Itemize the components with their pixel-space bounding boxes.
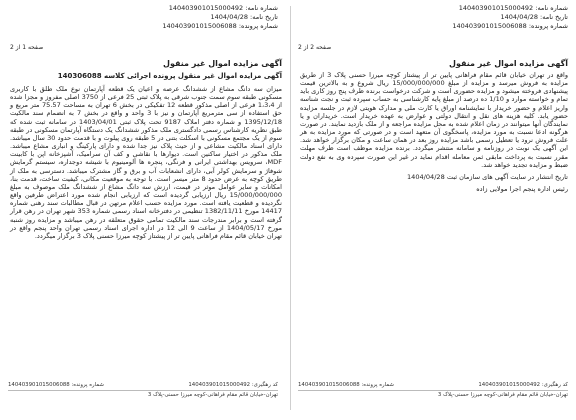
case-number: شماره پرونده: 140403901015006088 xyxy=(162,22,278,30)
signatory: رئیس اداره پنجم اجرا مولایی زاده xyxy=(476,185,568,194)
publication-date: تاریخ انتشار در سایت آگهی های سازمان ثبت 1404/04/28 xyxy=(407,172,568,181)
notice-body: واقع در تهران خیابان قائم مقام فراهانی پایین تر از پیشتاز کوچه میرزا حسنی پلاک 3 از طریق مزایده به فروش میرسد و مزایده از مبلغ 15/000/000/000 ریال شروع و به بالاترین قیمت پیشنهادی فروخته میشود و مزایده حضوری است و شرکت درخواست برنده ظرف پنج روز کاری باید تمام و خواسته موارد و 1/10 ده درصد از مبلغ پایه کارشناسی به حساب سپرده ثبت و نجت شناسه واریز اعلام و حضور خریدار با نمایشنامه اوراق یا کارت ملی و مدارک هویتی لازم در جلسه مزایده حضور یابد. کلیه هزینه های نقل و انتقال دولتی و عوارض به عهده خریدار است. خریداران و یا نمایندگان آنها میتوانند در زمان اعلام شده به محل مزایده مراجعه و از ملک بازدید نمایند. در صورت هرگونه ادعا نسبت به مورد مزایده، پاسخگوی آن متعهد است و در صورتی که مورد مزایده به هر علت فروش نرود یا تعطیل رسمی باشد مزایده روز بعد در همان ساعت و مکان برگزار خواهد شد. این آگهی یک نوبت در روزنامه و سامانه منتشر میگردد. برنده مزایده موظف است ظرف مهلت مقرر نسبت به پرداخت مابقی ثمن معامله اقدام نماید در غیر این صورت سپرده وی به نفع دولت ضبط و مزایده تجدید خواهد شد. xyxy=(300,71,569,169)
letter-date: تاریخ نامه: 1404/04/28 xyxy=(210,13,278,21)
notice-title: آگهی مزایده اموال غیر منقول xyxy=(449,59,568,68)
notice-column-page-2 xyxy=(300,58,568,193)
tracking-code: کد رهگیری: 140403901015000492 xyxy=(478,382,568,388)
page-footer-right xyxy=(298,382,568,399)
column-divider xyxy=(290,6,291,410)
office-address: تهران-خیابان قائم مقام فراهانی-کوچه میرزا حسنی-پلاک 3 xyxy=(298,390,568,399)
letter-number: شماره نامه: 140403901015000492 xyxy=(168,4,278,12)
case-number: شماره پرونده: 140403901015006088 xyxy=(452,22,568,30)
notice-title: آگهی مزایده اموال غیر منقول xyxy=(163,59,282,68)
notice-column-page-1 xyxy=(10,58,282,240)
page-footer-left xyxy=(8,382,278,399)
tracking-code: کد رهگیری: 140403901015000492 xyxy=(188,382,278,388)
letter-number: شماره نامه: 140403901015000492 xyxy=(458,4,568,12)
page-number-right: صفحه 2 از 2 xyxy=(298,44,332,51)
notice-body: میزان سه دانگ مشاع از ششدانگ عرصه و اعیان یک قطعه آپارتمان نوع ملک طلق با کاربری مسکونی طبقه سوم سمت جنوب شرقی به پلاک ثبتی 25 فرعی از 3750 اصلی مفروز و مجزا شده از 1،3،4 فرعی از اصلی مذکور قطعه 12 تفکیکی در بخش 6 تهران به مساحت 75.57 متر مربع و حق استفاده از سی مترمربع آپارتمان و نیز با 3 واحد و واقع در بخش 7 به انضمام سند مالکیت 1395/12/18 و شماره دفتر املاک 9187 تحت پلاک ثبتی 1403/04/01 در سامانه ثبت شده که طبق نظریه کارشناس رسمی دادگستری ملک مذکور ششدانگ یک دستگاه آپارتمان مسکونی در طبقه سوم از یک مجتمع مسکونی با اسکلت بتنی در 5 طبقه روی پیلوت و با قدمت حدود 30 سال میباشد. دارای اسناد مالکیت مشاعی و از حیث پلاک نیز جدا شده و دارای پارکینگ و انباری مشاع میباشد. ملک مذکور در اختیار ساکنین است. دیوارها با نقاشی و کف آن سرامیک، آشپزخانه اپن با کابینت MDF، سرویس بهداشتی ایرانی و فرنگی، پنجره ها آلومینیوم با شیشه دوجداره، سیستم گرمایش شوفاژ و سرمایش کولر آبی، دارای انشعابات آب و برق و گاز مشترک میباشد. دسترسی به ملک از طریق کوچه به عرض حدود 8 متر میسر است. با توجه به موقعیت مکانی، کیفیت ساخت، قدمت بنا، امکانات و سایر عوامل موثر در قیمت، ارزش سه دانگ مشاع از ششدانگ ملک موصوف به مبلغ 15/000/000/000 ریال ارزیابی گردیده است که ارزیابی انجام شده مورد اعتراض طرفین واقع نگردیده و قطعیت یافته است. مورد مزایده حسب اعلام مرتهن در قبال مطالبات سند رهنی شماره 14417 مورخ 1382/11/11 تنظیمی در دفترخانه اسناد رسمی شماره 353 شهر تهران در رهن قرار گرفته است و برابر مندرجات سند مالکیت تمامی حقوق متعلقه در رهن میباشد و مزایده روز شنبه مورخ 1404/05/17 از ساعت 9 الی 12 در اداره اجرای اسناد رسمی تهران واحد پنجم واقع در تهران خیابان قائم مقام فراهانی پایین تر از پیشتاز کوچه میرزا حسنی پلاک 3 برگزار میگردد. xyxy=(10,85,283,240)
letter-date: تاریخ نامه: 1404/04/28 xyxy=(500,13,568,21)
page-number-left: صفحه 1 از 2 xyxy=(10,44,44,51)
office-address: تهران-خیابان قائم مقام فراهانی-کوچه میرزا حسنی-پلاک 3 xyxy=(8,390,278,399)
letter-header-right xyxy=(418,4,568,31)
case-number: شماره پرونده: 140403901015006088 xyxy=(8,382,104,388)
case-number: شماره پرونده: 140403901015006088 xyxy=(298,382,394,388)
notice-subtitle: آگهی مزایده اموال غیر منقول پرونده اجرائی کلاسه 140306088 xyxy=(57,72,282,80)
letter-header-left xyxy=(128,4,278,31)
